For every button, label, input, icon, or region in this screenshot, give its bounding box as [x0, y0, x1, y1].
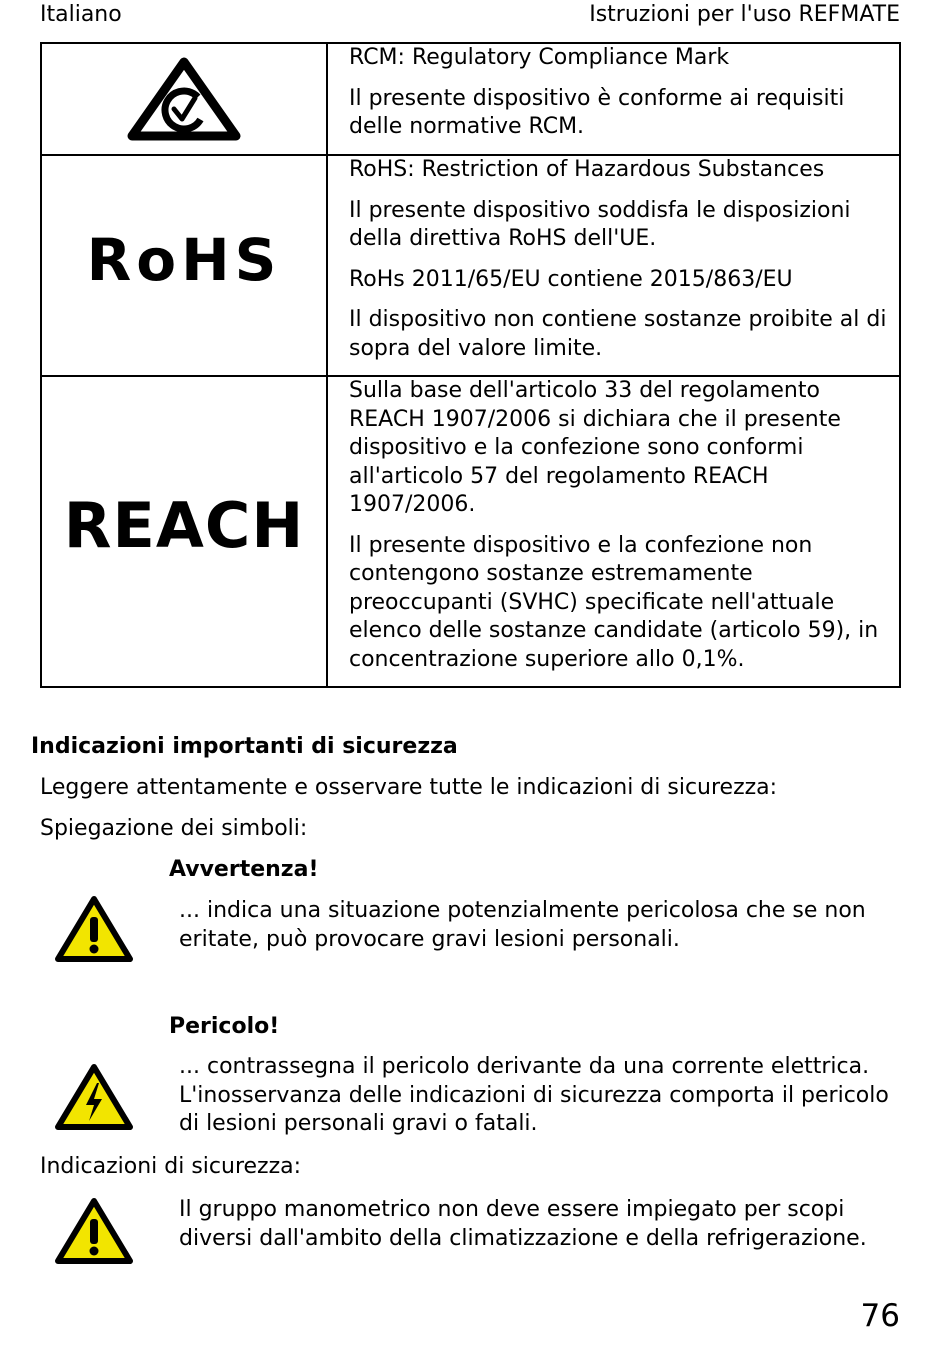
rcm-logo-cell — [41, 43, 327, 155]
reach-line: Sulla base dell'articolo 33 del regolamento REACH 1907/2006 si dichiara che il presente dispositivo e la confezione sono conformi all'articolo 57 del regolamento REACH 1907/2006. — [349, 378, 841, 517]
warning-text: ... indica una situazione potenzialmente pericolosa che se non eritate, può provocare gravi lesioni personali. — [179, 898, 866, 952]
rohs-line: Il presente dispositivo soddisfa le disposizioni della direttiva RoHS dell'UE. — [349, 197, 851, 251]
rohs-description — [327, 155, 900, 376]
safety-notes-label: Indicazioni di sicurezza: — [40, 1154, 302, 1179]
rcm-compliance-mark-icon — [124, 54, 244, 144]
reach-logo-cell — [41, 376, 327, 687]
safety-note-text: Il gruppo manometrico non deve essere impiegato per scopi diversi dall'ambito della climatizzazione e della refrigerazione. — [179, 1197, 867, 1251]
rohs-logo-cell — [41, 155, 327, 376]
warning-exclamation-icon — [55, 895, 133, 963]
safety-intro: Leggere attentamente e osservare tutte le indicazioni di sicurezza: — [40, 775, 778, 800]
rcm-line: Il presente dispositivo è conforme ai requisiti delle normative RCM. — [349, 85, 845, 139]
warning-exclamation-icon — [55, 1197, 133, 1265]
rohs-line: RoHS: Restriction of Hazardous Substances — [349, 157, 825, 182]
rohs-logo: RoHS — [86, 225, 282, 294]
table-row-rcm — [41, 43, 900, 155]
table-row-rohs — [41, 155, 900, 376]
rcm-line: RCM: Regulatory Compliance Mark — [349, 45, 730, 70]
header-language: Italiano — [40, 2, 122, 27]
header-doc-title: Istruzioni per l'uso REFMATE — [589, 2, 900, 27]
warning-title: Avvertenza! — [169, 857, 319, 882]
reach-line: Il presente dispositivo e la confezione non contengono sostanze estremamente preoccupanti (SVHC) specificate nell'attuale elenco delle sostanze candidate (articolo 59), in concentrazione superiore allo 0,1%. — [349, 532, 879, 672]
electric-hazard-icon — [55, 1063, 133, 1131]
symbols-label: Spiegazione dei simboli: — [40, 816, 308, 841]
reach-description — [327, 376, 900, 687]
page-number: 76 — [860, 1298, 900, 1334]
danger-text: ... contrassegna il pericolo derivante da una corrente elettrica. L'inosservanza delle indicazioni di sicurezza comporta il pericolo di lesioni personali gravi o fatali. — [179, 1054, 889, 1136]
rohs-line: RoHs 2011/65/EU contiene 2015/863/EU — [349, 266, 793, 292]
rohs-line: Il dispositivo non contiene sostanze proibite al di sopra del valore limite. — [349, 307, 887, 361]
rcm-description — [327, 43, 900, 155]
danger-title: Pericolo! — [169, 1014, 280, 1039]
reach-logo: REACH — [63, 489, 305, 562]
safety-section-title: Indicazioni importanti di sicurezza — [31, 734, 458, 759]
table-row-reach — [41, 376, 900, 687]
certification-table — [40, 42, 901, 688]
